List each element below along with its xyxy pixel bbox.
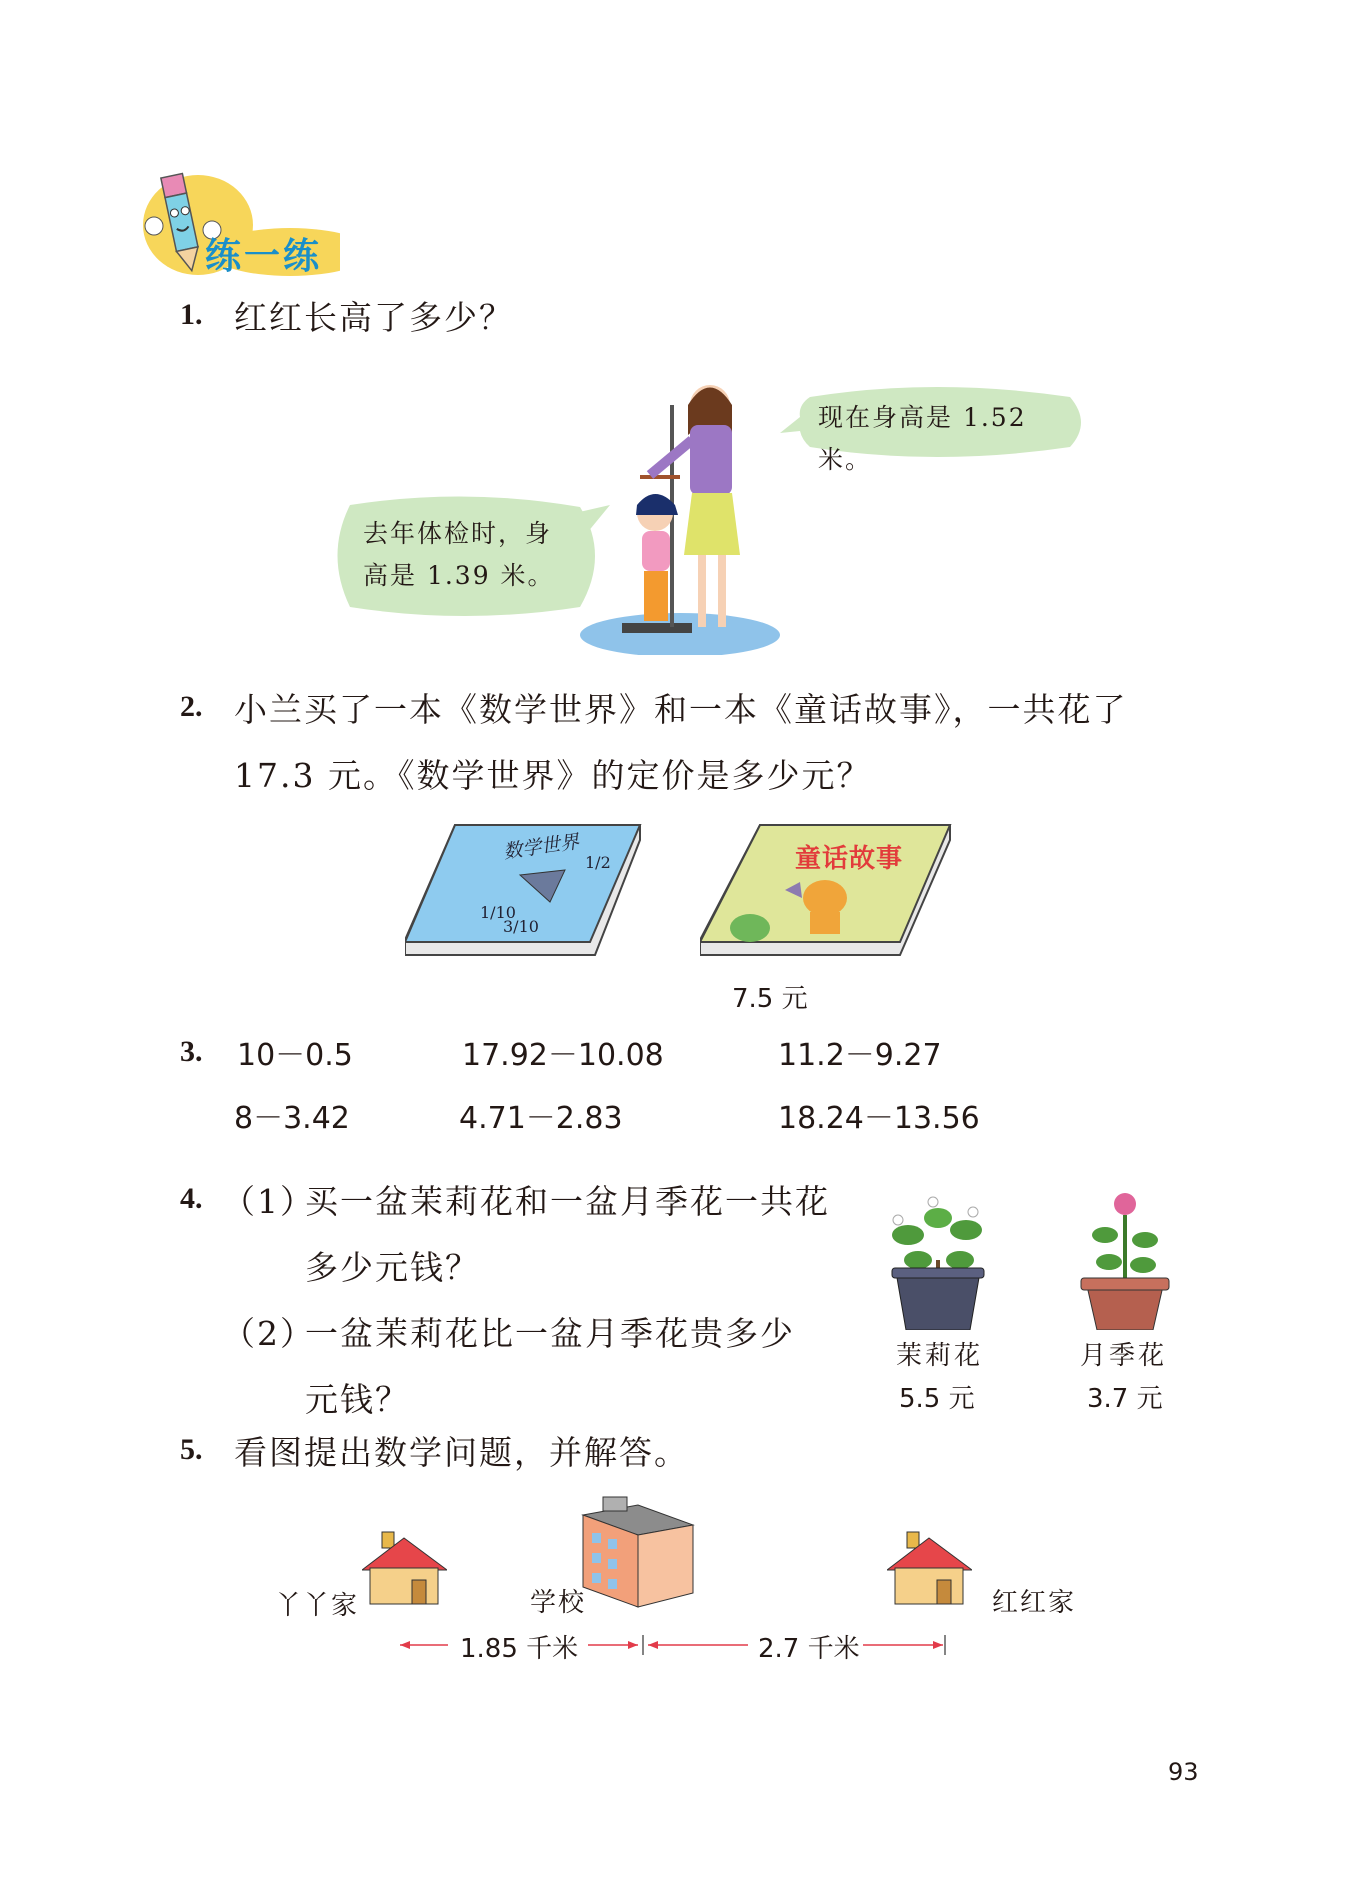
jasmine-pot-illustration	[878, 1190, 998, 1330]
practice-title: 练一练	[205, 236, 323, 277]
question-4-number: 4.	[180, 1182, 203, 1215]
calc-row1-item1: 10－0.5	[237, 1038, 353, 1073]
question-4-part-2-line-2: 元钱？	[305, 1380, 410, 1419]
honghong-home-label: 红红家	[992, 1588, 1077, 1618]
question-4-part-1-label: （1）	[222, 1182, 315, 1221]
question-5-number: 5.	[180, 1433, 203, 1466]
distance-yaya-to-school: 1.85 千米	[460, 1634, 579, 1664]
math-world-book-illustration	[405, 820, 645, 960]
rose-name: 月季花	[1080, 1341, 1168, 1371]
question-1-text: 红红长高了多少？	[234, 298, 514, 337]
question-2-line-1: 小兰买了一本《数学世界》和一本《童话故事》，一共花了	[234, 690, 1128, 729]
school-label: 学校	[530, 1588, 587, 1618]
math-world-book-title: 数学世界	[502, 830, 581, 864]
calc-row1-item2: 17.92－10.08	[462, 1038, 664, 1073]
svg-text:1/2: 1/2	[585, 853, 611, 872]
question-3-number: 3.	[180, 1035, 203, 1068]
height-measure-illustration	[580, 365, 780, 655]
jasmine-name: 茉莉花	[896, 1341, 984, 1371]
question-5-text: 看图提出数学问题，并解答。	[234, 1433, 689, 1472]
honghong-house-icon	[887, 1530, 972, 1605]
jasmine-price: 5.5 元	[899, 1384, 975, 1414]
question-2-line-2: 17.3 元。《数学世界》的定价是多少元？	[234, 756, 872, 795]
teacher-speech-bubble	[780, 385, 1090, 474]
fairy-tale-book-title: 童话故事	[795, 844, 904, 874]
girl-speech-line-2: 高是 1.39 米。	[363, 561, 555, 590]
rose-price: 3.7 元	[1087, 1384, 1163, 1414]
question-4-part-1-line-1: 买一盆茉莉花和一盆月季花一共花	[305, 1182, 830, 1221]
teacher-speech-text: 现在身高是 1.52 米。	[818, 403, 1027, 474]
fairy-tale-book-illustration	[700, 820, 955, 960]
svg-text:3/10: 3/10	[503, 917, 539, 936]
calc-row2-item2: 4.71－2.83	[459, 1101, 623, 1136]
question-4-part-2-label: （2）	[222, 1314, 315, 1353]
yaya-house-icon	[362, 1530, 447, 1605]
calc-row1-item3: 11.2－9.27	[778, 1038, 942, 1073]
fairy-tale-book-price: 7.5 元	[732, 984, 808, 1014]
calc-row2-item1: 8－3.42	[234, 1101, 350, 1136]
school-building-icon	[578, 1495, 696, 1610]
question-2-number: 2.	[180, 690, 203, 723]
svg-text:1/10: 1/10	[480, 903, 516, 922]
rose-pot-illustration	[1075, 1190, 1175, 1330]
girl-speech-bubble	[325, 495, 610, 620]
calc-row2-item3: 18.24－13.56	[778, 1101, 980, 1136]
question-4-part-1-line-2: 多少元钱？	[305, 1248, 480, 1287]
distance-school-to-honghong: 2.7 千米	[758, 1634, 860, 1664]
question-4-part-2-line-1: 一盆茉莉花比一盆月季花贵多少	[305, 1314, 795, 1353]
question-1-number: 1.	[180, 298, 203, 331]
page-number: 93	[1168, 1758, 1199, 1786]
girl-speech-line-1: 去年体检时，身	[363, 519, 553, 548]
yaya-home-label: 丫丫家	[275, 1591, 360, 1621]
